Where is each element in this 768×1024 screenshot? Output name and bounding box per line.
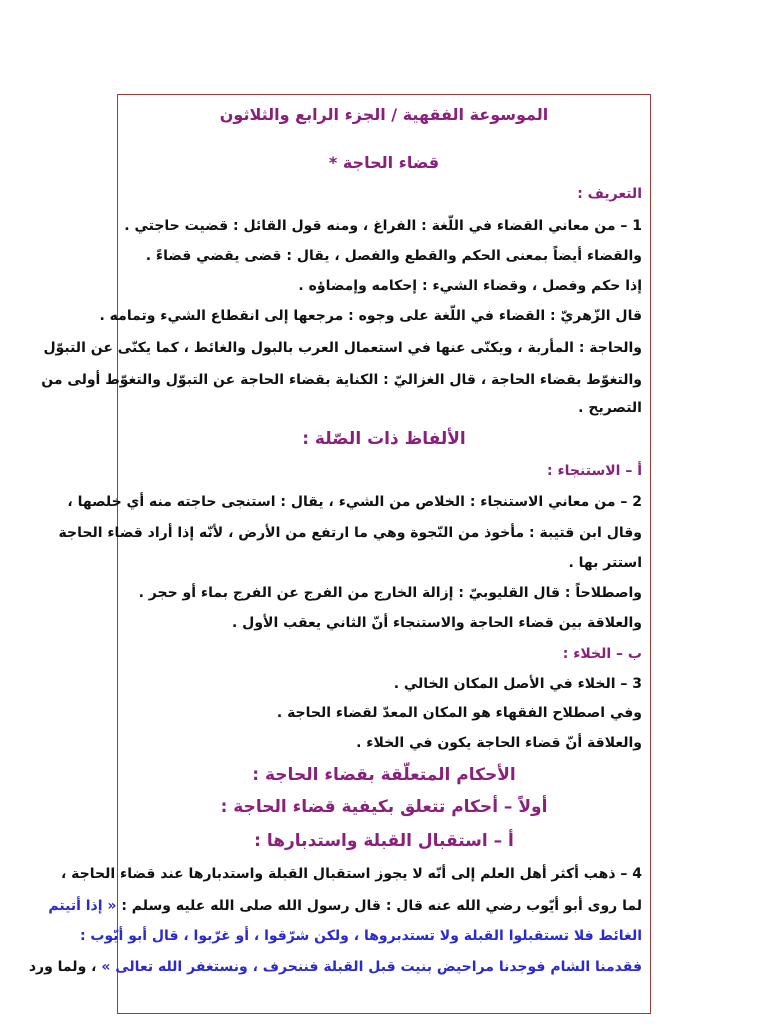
paragraph-line: 2 – من معاني الاستنجاء : الخلاص من الشيء ، يقال : استنجى حاجته منه أي خلصها ، (67, 494, 642, 510)
paragraph-line: والعلاقة أنّ قضاء الحاجة يكون في الخلاء . (356, 735, 642, 751)
paragraph-line: وفي اصطلاح الفقهاء هو المكان المعدّ لقضاء الحاجة . (276, 705, 642, 721)
paragraph-line: والحاجة : المأربة ، ويكنّى عنها في استعمال العرب بالبول والغائط ، كما يكنّى عن التبوّل (43, 340, 642, 356)
paragraph-line: والقضاء أيضاً بمعنى الحكم والقطع والفصل ، يقال : قضى يقضي قضاءً . (145, 248, 642, 264)
section-heading: أولاً – أحكام تتعلق بكيفية قضاء الحاجة : (220, 797, 548, 817)
paragraph-line (48, 896, 642, 916)
paragraph-line: 3 – الخلاء في الأصل المكان الخالي . (393, 676, 642, 692)
document-frame (28, 94, 651, 1014)
document-title: الموسوعة الفقهية / الجزء الرابع والثلاثون (219, 105, 549, 124)
paragraph-line: إذا حكم وفصل ، وقضاء الشيء : إحكامه وإمضاؤه . (298, 278, 642, 294)
definition-label: التعريف : (577, 186, 642, 202)
section-heading: الأحكام المتعلّقة بقضاء الحاجة : (252, 765, 516, 785)
paragraph-line: والعلاقة بين قضاء الحاجة والاستنجاء أنّ الثاني يعقب الأول . (231, 615, 642, 631)
paragraph-text: لما روى أبو أيّوب رضي الله عنه قال : قال رسول الله صلى الله عليه وسلم : (116, 898, 642, 914)
paragraph-line: واصطلاحاً : قال القليوبيّ : إزالة الخارج من الفرج عن الفرج بماء أو حجر . (138, 585, 642, 601)
subsection-label: ب – الخلاء : (562, 646, 642, 662)
topic-title: قضاء الحاجة * (328, 153, 440, 172)
hadith-text: فقدمنا الشام فوجدنا مراحيض بنيت قبل القبلة فننحرف ، ونستغفر الله تعالى » (96, 959, 642, 975)
paragraph-line: 4 – ذهب أكثر أهل العلم إلى أنّه لا يجوز استقبال القبلة واستدبارها عند قضاء الحاجة ، (60, 866, 642, 882)
paragraph-text: ، ولما ورد (28, 959, 97, 975)
paragraph-line: استتر بها . (568, 555, 642, 571)
paragraph-line (28, 957, 642, 977)
section-heading: الألفاظ ذات الصّلة : (302, 429, 466, 449)
paragraph-line: وقال ابن قتيبة : مأخوذ من النّجوة وهي ما ارتفع من الأرض ، لأنّه إذا أراد قضاء الحاجة (58, 525, 642, 541)
hadith-text: « إذا أتيتم (48, 898, 117, 914)
hadith-text: الغائط فلا تستقبلوا القبلة ولا تستدبروها ، ولكن شرّقوا ، أو غرّبوا ، قال أبو أيّوب : (79, 928, 642, 944)
paragraph-line: قال الزّهريّ : القضاء في اللّغة على وجوه : مرجعها إلى انقطاع الشيء وتمامه . (99, 308, 642, 324)
paragraph-line: التصريح . (578, 400, 642, 416)
paragraph-line: والتغوّط بقضاء الحاجة ، قال الغزاليّ : الكناية بقضاء الحاجة عن التبوّل والتغوّط أولى من (41, 372, 642, 388)
subsection-label: أ – الاستنجاء : (547, 463, 642, 479)
paragraph-line: 1 – من معاني القضاء في اللّغة : الفراغ ، ومنه قول القائل : قضيت حاجتي . (124, 218, 642, 234)
section-heading: أ – استقبال القبلة واستدبارها : (254, 831, 514, 851)
